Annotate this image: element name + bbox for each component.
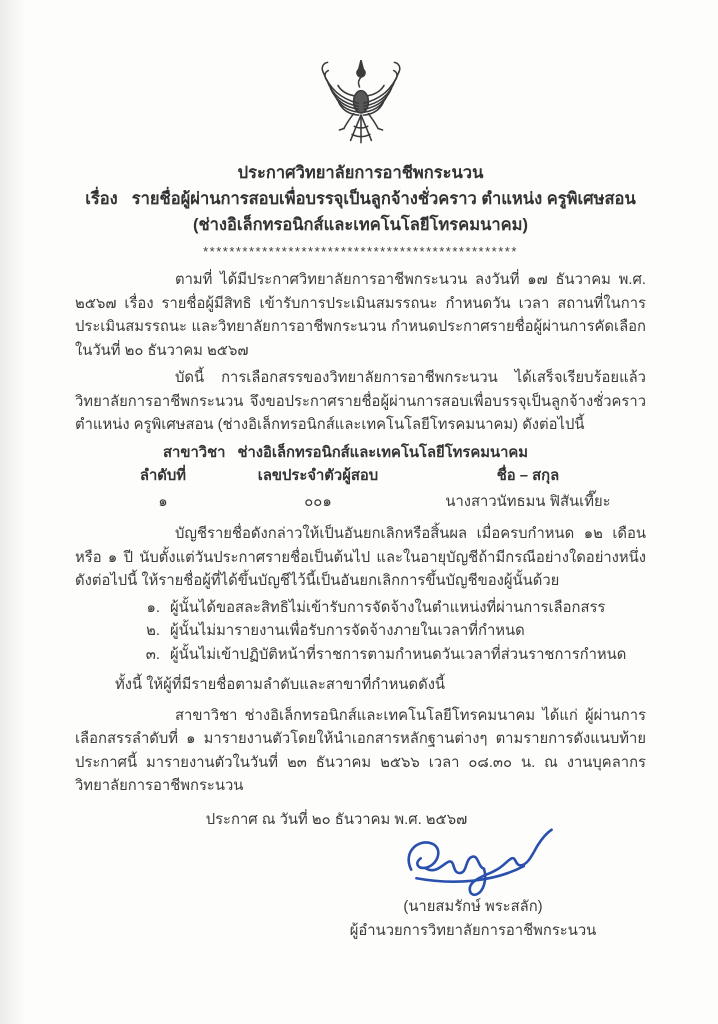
result-table-header	[75, 465, 646, 489]
branch-value: ช่างอิเล็กทรอนิกส์และเทคโนโลยีโทรคมนาคม	[237, 444, 529, 461]
list-item-number: ๓.	[145, 646, 160, 663]
list-item	[140, 620, 646, 644]
col-header-exam-id: เลขประจำตัวผู้สอบ	[257, 468, 379, 484]
list-item	[140, 597, 646, 621]
signature-scribble-icon	[323, 834, 623, 896]
announce-date-line: ประกาศ ณ วันที่ ๒๐ ธันวาคม พ.ศ. ๒๕๖๗	[205, 811, 468, 828]
list-item-text: ผู้นั้นไม่เข้าปฏิบัติหน้าที่ราชการตามกำหนดวันเวลาที่ส่วนราชการกำหนด	[170, 646, 627, 663]
list-item-text: ผู้นั้นไม่มารายงานเพื่อรับการจัดจ้างภายในเวลาที่กำหนด	[170, 623, 525, 639]
row-order: ๑	[158, 493, 168, 510]
list-item-text: ผู้นั้นได้ขอสละสิทธิไม่เข้ารับการจัดจ้างในตำแหน่งที่ผ่านการเลือกสรร	[170, 599, 606, 616]
separator-stars: ************************************************	[203, 244, 518, 259]
table-row	[75, 491, 646, 515]
result-branch-line	[163, 442, 646, 466]
paragraph-background: ตามที่ ได้มีประกาศวิทยาลัยการอาชีพกระนวน ลงวันที่ ๑๗ ธันวาคม พ.ศ. ๒๕๖๗ เรื่อง รายชื่อผู้มีสิทธิ เข้ารับการประเมินสมรรถนะ กำหนดวัน เวลา สถานที่ในการประเมินสมรรถนะ และวิทยาลัยการอาชีพกระนวน กำหนดประกาศรายชื่อผู้ผ่านการคัดเลือก ในวันที่ ๒๐ ธันวาคม ๒๕๖๗	[75, 272, 646, 359]
branch-label: สาขาวิชา	[163, 444, 226, 461]
paragraph-result-intro: บัดนี้ การเลือกสรรของวิทยาลัยการอาชีพกระนวน ได้เสร็จเรียบร้อยแล้ว วิทยาลัยการอาชีพกระนวน จึงขอประกาศรายชื่อผู้ผ่านการสอบเพื่อบรรจุเป็นลูกจ้างชั่วคราว ตำแหน่ง ครูพิเศษสอน (ช่างอิเล็กทรอนิกส์และเทคโนโลยีโทรคมนาคม) ดังต่อไปนี้	[75, 370, 646, 433]
announcement-subject	[75, 186, 646, 212]
row-name: นางสาวนัทธมน ฟิสันเที๊ยะ	[445, 493, 611, 510]
list-item-number: ๑.	[146, 599, 160, 616]
announcement-title: ประกาศวิทยาลัยการอาชีพกระนวน	[237, 164, 484, 182]
emblem-container	[75, 56, 646, 152]
note-line: ทั้งนี้ ให้ผู้ที่มีรายชื่อตามลำดับและสาขาที่กำหนดดังนี้	[115, 677, 446, 693]
announcement-subject-paren: (ช่างอิเล็กทรอนิกส์และเทคโนโลยีโทรคมนาคม)	[192, 216, 529, 234]
garuda-emblem-icon	[309, 139, 413, 156]
signer-name: (นายสมรักษ์ พระสลัก)	[403, 899, 543, 915]
col-header-name: ชื่อ – สกุล	[496, 468, 560, 484]
col-header-order: ลำดับที่	[139, 468, 187, 484]
paragraph-list-validity: บัญชีรายชื่อดังกล่าวให้เป็นอันยกเลิกหรือสิ้นผล เมื่อครบกำหนด ๑๒ เดือน หรือ ๑ ปี นับตั้งแต่วันประกาศรายชื่อเป็นต้นไป และในอายุบัญชีถ้ามีกรณีอย่างใดอย่างหนึ่งดังต่อไปนี้ ให้รายชื่อผู้ที่ได้ขึ้นบัญชีไว้นี้เป็นอันยกเลิกการขึ้นบัญชีของผู้นั้นด้วย	[75, 526, 646, 589]
cancellation-list	[140, 597, 646, 668]
signer-title: ผู้อำนวยการวิทยาลัยการอาชีพกระนวน	[349, 922, 597, 939]
result-table	[75, 442, 646, 515]
subject-text: รายชื่อผู้ผ่านการสอบเพื่อบรรจุเป็นลูกจ้างชั่วคราว ตำแหน่ง ครูพิเศษสอน	[131, 190, 636, 208]
subject-label: เรื่อง	[85, 190, 118, 208]
list-item-number: ๒.	[146, 623, 160, 639]
row-exam-id: ๐๐๑	[304, 493, 332, 510]
signature-block	[323, 834, 623, 943]
list-item	[140, 644, 646, 668]
paragraph-reporting: สาขาวิชา ช่างอิเล็กทรอนิกส์และเทคโนโลยีโทรคมนาคม ได้แก่ ผู้ผ่านการเลือกสรรลำดับที่ ๑ มารายงานตัวโดยให้นำเอกสารหลักฐานต่างๆ ตามรายการดังแนบท้ายประกาศนี้ มารายงานตัวในวันที่ ๒๓ ธันวาคม ๒๕๖๖ เวลา ๐๘.๓๐ น. ณ งานบุคลากร วิทยาลัยการอาชีพกระนวน	[75, 707, 646, 794]
